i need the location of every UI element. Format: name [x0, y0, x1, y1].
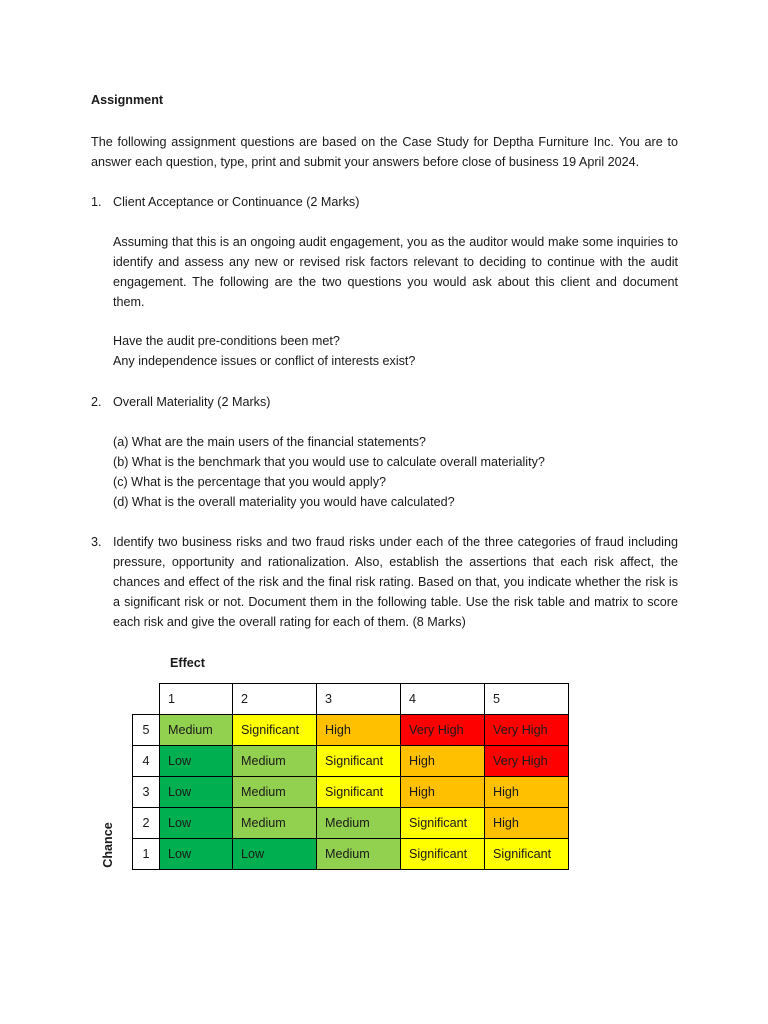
q2-item-c: (c) What is the percentage that you would apply?	[113, 475, 387, 489]
chance-header: 5	[133, 715, 160, 746]
risk-cell: Medium	[317, 839, 401, 870]
matrix-row-chance-1	[133, 839, 569, 870]
risk-cell: Very High	[485, 715, 569, 746]
matrix-row-chance-2	[133, 808, 569, 839]
risk-cell: Low	[160, 777, 233, 808]
chance-header: 2	[133, 808, 160, 839]
risk-cell: Medium	[233, 746, 317, 777]
risk-cell: Very High	[401, 715, 485, 746]
risk-cell: Very High	[485, 746, 569, 777]
effect-header-2: 2	[233, 684, 317, 715]
q2-item-d: (d) What is the overall materiality you would have calculated?	[113, 495, 455, 509]
effect-header-1: 1	[160, 684, 233, 715]
q3-body: Identify two business risks and two fraud risks under each of the three categories of fraud including pressure, opportunity and rationalization. Also, establish the assertions that each risk affect, the chances and effect of the risk and the final risk rating. Based on that, you indicate whether the risk is a significant risk or not. Document them in the following table. Use the risk table and matrix to score each risk and give the overall rating for each of them. (8 Marks)	[113, 535, 678, 629]
chance-header: 4	[133, 746, 160, 777]
effect-header-4: 4	[401, 684, 485, 715]
q1-question-2: Any independence issues or conflict of interests exist?	[113, 354, 416, 368]
risk-cell: Significant	[401, 808, 485, 839]
risk-cell: Significant	[485, 839, 569, 870]
risk-matrix-table	[132, 683, 569, 870]
effect-header-3: 3	[317, 684, 401, 715]
risk-cell: High	[485, 808, 569, 839]
risk-cell: Significant	[401, 839, 485, 870]
risk-cell: Low	[160, 746, 233, 777]
matrix-corner	[133, 684, 160, 715]
risk-cell: High	[401, 777, 485, 808]
q1-heading: Client Acceptance or Continuance (2 Marks)	[113, 195, 360, 209]
risk-cell: Low	[160, 839, 233, 870]
chance-header: 1	[133, 839, 160, 870]
q3-number: 3.	[91, 535, 102, 549]
effect-header-5: 5	[485, 684, 569, 715]
intro-paragraph: The following assignment questions are based on the Case Study for Deptha Furniture Inc. You are to answer each question, type, print and submit your answers before close of business 19 April 2024.	[91, 135, 678, 169]
risk-cell: Medium	[233, 777, 317, 808]
q2-number: 2.	[91, 395, 102, 409]
q1-number: 1.	[91, 195, 102, 209]
risk-cell: Significant	[317, 777, 401, 808]
risk-cell: Low	[233, 839, 317, 870]
chance-header: 3	[133, 777, 160, 808]
q1-body: Assuming that this is an ongoing audit engagement, you as the auditor would make some inquiries to identify and assess any new or revised risk factors relevant to deciding to continue with the audit engagement. The following are the two questions you would ask about this client and document them.	[113, 235, 678, 309]
risk-cell: High	[401, 746, 485, 777]
q2-item-a: (a) What are the main users of the financial statements?	[113, 435, 426, 449]
risk-cell: Medium	[233, 808, 317, 839]
matrix-row-chance-3	[133, 777, 569, 808]
effect-header-row	[133, 684, 569, 715]
risk-cell: Significant	[233, 715, 317, 746]
q2-heading: Overall Materiality (2 Marks)	[113, 395, 271, 409]
risk-cell: Medium	[317, 808, 401, 839]
effect-axis-label: Effect	[170, 656, 205, 670]
q2-item-b: (b) What is the benchmark that you would use to calculate overall materiality?	[113, 455, 545, 469]
chance-axis-label: Chance	[101, 822, 115, 868]
risk-cell: High	[485, 777, 569, 808]
risk-cell: Significant	[317, 746, 401, 777]
risk-cell: Medium	[160, 715, 233, 746]
document-title: Assignment	[91, 93, 164, 107]
risk-cell: Low	[160, 808, 233, 839]
matrix-row-chance-5	[133, 715, 569, 746]
risk-cell: High	[317, 715, 401, 746]
matrix-row-chance-4	[133, 746, 569, 777]
q1-question-1: Have the audit pre-conditions been met?	[113, 334, 340, 348]
